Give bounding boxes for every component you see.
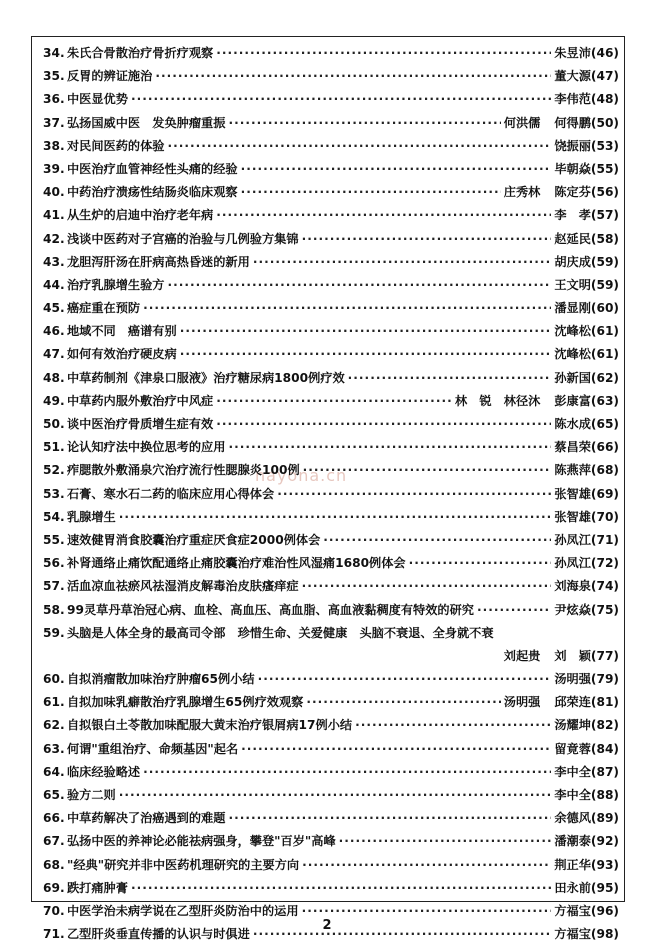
entry-number: 57. (43, 579, 65, 594)
leader-dots (143, 297, 551, 320)
entry-number: 59. (43, 625, 65, 640)
entry-number: 49. (43, 393, 65, 408)
toc-entry[interactable] (43, 181, 619, 204)
toc-entry[interactable] (43, 645, 619, 668)
entry-title: 临床经验略述 (67, 764, 141, 779)
toc-entry[interactable] (43, 390, 619, 413)
entry-author-page: 李伟范(48) (554, 92, 619, 107)
toc-entry[interactable] (43, 483, 619, 506)
entry-title: 痄腮散外敷涌泉穴治疗流行性腮腺炎100例 (67, 463, 300, 478)
entry-title: 跌打痛肿膏 (67, 880, 128, 895)
entry-title: 中医治疗血管神经性头痛的经验 (67, 161, 238, 176)
entry-number: 41. (43, 208, 65, 223)
leader-dots (302, 228, 552, 251)
toc-entry[interactable] (43, 784, 619, 807)
toc-entry[interactable] (43, 622, 619, 645)
entry-number: 66. (43, 811, 65, 826)
entry-author-page: 赵延民(58) (554, 231, 619, 246)
entry-number: 37. (43, 115, 65, 130)
entry-author-page: 彭康富(63) (554, 393, 619, 408)
entry-author-page: 陈水成(65) (554, 417, 619, 431)
entry-number: 54. (43, 509, 65, 524)
entry-title: 从生炉的启迪中治疗老年病 (67, 208, 214, 223)
toc-entry[interactable] (43, 877, 619, 900)
leader-dots (241, 158, 552, 181)
entry-title: 乙型肝炎垂直传播的认识与时俱进 (67, 927, 250, 942)
entry-author-page: 邱荣连(81) (554, 695, 619, 710)
toc-entry[interactable] (43, 158, 619, 181)
toc-entry[interactable] (43, 761, 619, 784)
entry-number: 67. (43, 834, 65, 849)
entry-number: 42. (43, 231, 65, 246)
entry-title: 补肾通络止痛饮配通络止痛胶囊治疗难治性风湿痛1680例体会 (67, 556, 406, 571)
leader-dots (131, 88, 551, 111)
toc-entry[interactable] (43, 112, 619, 135)
entry-number: 45. (43, 301, 65, 316)
entry-number: 55. (43, 532, 65, 547)
entry-title: 对民间医药的体验 (67, 138, 165, 153)
entry-number: 71. (43, 927, 65, 942)
entry-title: 朱氏合骨散治疗骨折疗观察 (67, 46, 214, 60)
toc-entry[interactable] (43, 738, 619, 761)
leader-dots (323, 529, 551, 552)
toc-entry[interactable] (43, 42, 619, 65)
entry-number: 46. (43, 324, 65, 339)
entry-number: 40. (43, 185, 65, 200)
entry-author-page: 余德风(89) (554, 811, 619, 826)
entry-title: 龙胆泻肝汤在肝病高热昏迷的新用 (67, 254, 250, 269)
toc-entry[interactable] (43, 575, 619, 598)
entry-title: 弘扬中医的养神论必能祛病强身，攀登"百岁"高峰 (67, 834, 336, 849)
leader-dots (409, 552, 552, 575)
entry-number: 48. (43, 370, 65, 385)
toc-entry[interactable] (43, 506, 619, 529)
entry-title: 活血凉血祛瘀风祛湿消皮解毒治皮肤瘙痒症 (67, 579, 299, 594)
entry-number: 34. (43, 46, 65, 60)
entry-author-page: 饶振丽(53) (554, 138, 619, 153)
toc-entry[interactable] (43, 367, 619, 390)
entry-author-page: 陈燕萍(68) (554, 463, 619, 478)
entry-title: 如何有效治疗硬皮病 (67, 347, 177, 362)
entry-number: 43. (43, 254, 65, 269)
leader-dots (339, 830, 552, 853)
leader-dots (302, 575, 552, 598)
leader-dots (131, 877, 551, 900)
entry-coauthor: 庄秀林 (503, 185, 541, 200)
entry-coauthor: 林 锐 林径沐 (455, 393, 541, 408)
toc-entry[interactable] (43, 436, 619, 459)
entry-author-page: 李中全(87) (554, 764, 619, 779)
toc-entry[interactable] (43, 274, 619, 297)
leader-dots (143, 761, 551, 784)
leader-dots (228, 112, 500, 135)
entry-author-page: 潘显刚(60) (554, 301, 619, 316)
entry-author-page: 尹炫焱(75) (554, 602, 619, 617)
entry-number: 58. (43, 602, 65, 617)
entry-title: 99灵草丹草治冠心病、血栓、高血压、高血脂、高血液黏稠度有特效的研究 (67, 602, 474, 617)
toc-entry[interactable] (43, 320, 619, 343)
leader-dots (119, 784, 552, 807)
entry-author-page: 留竟蓉(84) (554, 741, 619, 756)
entry-author-page: 荆正华(93) (554, 857, 619, 872)
entry-title: 自拟银白土苓散加味配服大黄末治疗银屑病17例小结 (67, 718, 353, 733)
entry-number: 65. (43, 788, 65, 802)
entry-title: 石膏、寒水石二药的临床应用心得体会 (67, 486, 275, 501)
toc-entry[interactable] (43, 65, 619, 88)
toc-entry[interactable] (43, 343, 619, 366)
entry-title: 自拟加味乳癖散治疗乳腺增生65例疗效观察 (67, 695, 304, 710)
toc-entry[interactable] (43, 88, 619, 111)
entry-title: 弘扬国威中医 发奂肿瘤重振 (67, 115, 226, 130)
entry-title: 验方二则 (67, 788, 116, 802)
leader-dots (306, 691, 500, 714)
toc-entry[interactable] (43, 714, 619, 737)
entry-number: 68. (43, 857, 65, 872)
entry-author-page: 董大源(47) (554, 69, 619, 84)
entry-title: 地域不同 癌谱有别 (67, 324, 177, 339)
toc-entry[interactable] (43, 691, 619, 714)
entry-title: 自拟消瘤散加味治疗肿瘤65例小结 (67, 672, 255, 687)
entry-author-page: 孙凤江(72) (554, 556, 619, 571)
entry-title: 中草药制剂《津泉口服液》治疗糖尿病1800例疗效 (67, 370, 345, 385)
entry-author-page: 刘海泉(74) (554, 579, 619, 594)
leader-dots (168, 274, 552, 297)
toc-entry[interactable] (43, 830, 619, 853)
leader-dots (302, 854, 551, 877)
toc-entry[interactable] (43, 552, 619, 575)
entry-number: 62. (43, 718, 65, 733)
entry-number: 60. (43, 672, 65, 687)
entry-author-page: 陈定芬(56) (554, 185, 619, 200)
leader-dots (258, 668, 552, 691)
leader-dots (216, 42, 551, 65)
entry-title: 中医显优势 (67, 92, 128, 107)
page-number: 2 (322, 918, 332, 933)
entry-title: 中草药内服外敷治疗中风症 (67, 393, 214, 408)
entry-author-page: 何得鹏(50) (554, 115, 619, 130)
table-of-contents (43, 42, 619, 946)
toc-entry[interactable] (43, 459, 619, 482)
leader-dots (180, 343, 552, 366)
leader-dots (355, 714, 551, 737)
entry-title: 反胃的辨证施治 (67, 69, 153, 84)
entry-title: 浅谈中医药对子宫癌的治验与几例验方集锦 (67, 231, 299, 246)
entry-author-page: 张智雄(69) (554, 486, 619, 501)
entry-number: 36. (43, 92, 65, 107)
entry-author-page: 张智雄(70) (554, 509, 619, 524)
entry-number: 38. (43, 138, 65, 153)
entry-author-page: 毕朝焱(55) (554, 161, 619, 176)
entry-title: 谈中医治疗骨质增生症有效 (67, 417, 214, 431)
entry-number: 50. (43, 417, 65, 431)
entry-title: 治疗乳腺增生验方 (67, 277, 165, 292)
toc-entry[interactable] (43, 668, 619, 691)
toc-entry[interactable] (43, 599, 619, 622)
entry-author-page: 孙新国(62) (554, 370, 619, 385)
entry-author-page: 李中全(88) (554, 788, 619, 802)
entry-title: 中药治疗溃疡性结肠炎临床观察 (67, 185, 238, 200)
entry-author-page: 蔡昌荣(66) (554, 440, 619, 455)
entry-author-page: 方福宝(98) (554, 927, 619, 942)
entry-title: 乳腺增生 (67, 509, 116, 524)
entry-author-page: 李 孝(57) (554, 208, 619, 223)
entry-author-page: 沈峰松(61) (554, 324, 619, 339)
toc-entry[interactable] (43, 807, 619, 830)
leader-dots (303, 459, 552, 482)
entry-coauthor: 汤明强 (503, 695, 541, 710)
leader-dots (253, 251, 552, 274)
entry-number: 70. (43, 903, 65, 918)
entry-number: 53. (43, 486, 65, 501)
entry-author-page: 朱昱沛(46) (554, 46, 619, 60)
entry-number: 69. (43, 880, 65, 895)
entry-number: 47. (43, 347, 65, 362)
leader-dots (216, 204, 551, 227)
leader-dots (228, 436, 551, 459)
entry-number: 63. (43, 741, 65, 756)
entry-author-page: 田永前(95) (554, 880, 619, 895)
entry-number: 52. (43, 463, 65, 478)
entry-title: 中医学治未病学说在乙型肝炎防治中的运用 (67, 903, 299, 918)
entry-number: 35. (43, 69, 65, 84)
entry-author-page: 方福宝(96) (554, 903, 619, 918)
entry-number: 56. (43, 556, 65, 571)
entry-number: 44. (43, 277, 65, 292)
leader-dots (119, 506, 552, 529)
toc-entry[interactable] (43, 854, 619, 877)
entry-number: 61. (43, 695, 65, 710)
toc-entry[interactable] (43, 204, 619, 227)
leader-dots (241, 738, 551, 761)
toc-entry[interactable] (43, 297, 619, 320)
leader-dots (241, 181, 501, 204)
leader-dots (477, 599, 551, 622)
entry-author-page: 孙凤江(71) (554, 532, 619, 547)
entry-title: 何谓"重组治疗、命频基因"起名 (67, 741, 239, 756)
leader-dots (348, 367, 552, 390)
entry-title: 头脑是人体全身的最高司令部 珍惜生命、关爱健康 头脑不衰退、全身就不衰 (67, 625, 494, 640)
entry-number: 39. (43, 161, 65, 176)
watermark: nayona.cn (255, 466, 348, 485)
leader-dots (277, 483, 551, 506)
entry-title: 速效健胃消食胶囊治疗重症厌食症2000例体会 (67, 532, 321, 547)
toc-entry[interactable] (43, 251, 619, 274)
leader-dots (155, 65, 551, 88)
toc-entry[interactable] (43, 529, 619, 552)
entry-title: "经典"研究并非中医药机理研究的主要方向 (67, 857, 300, 872)
entry-number: 51. (43, 440, 65, 455)
toc-entry[interactable] (43, 413, 619, 436)
entry-author-page: 刘 颖(77) (554, 648, 619, 663)
entry-title: 癌症重在预防 (67, 301, 141, 316)
entry-coauthor: 何洪儒 (503, 115, 541, 130)
entry-title: 中草药解决了治癌遇到的难题 (67, 811, 226, 826)
leader-dots (168, 135, 552, 158)
entry-author-page: 汤耀坤(82) (554, 718, 619, 733)
leader-dots (180, 320, 552, 343)
entry-author-page: 王文明(59) (554, 277, 619, 292)
entry-author-page: 沈峰松(61) (554, 347, 619, 362)
entry-coauthor: 刘起贵 (503, 648, 541, 663)
toc-entry[interactable] (43, 135, 619, 158)
entry-number: 64. (43, 764, 65, 779)
entry-author-page: 汤明强(79) (554, 672, 619, 687)
leader-dots (216, 413, 551, 436)
leader-dots (216, 390, 452, 413)
entry-author-page: 胡庆成(59) (554, 254, 619, 269)
toc-entry[interactable] (43, 228, 619, 251)
leader-dots (228, 807, 551, 830)
entry-title: 论认知疗法中换位思考的应用 (67, 440, 226, 455)
entry-author-page: 潘潮泰(92) (554, 834, 619, 849)
